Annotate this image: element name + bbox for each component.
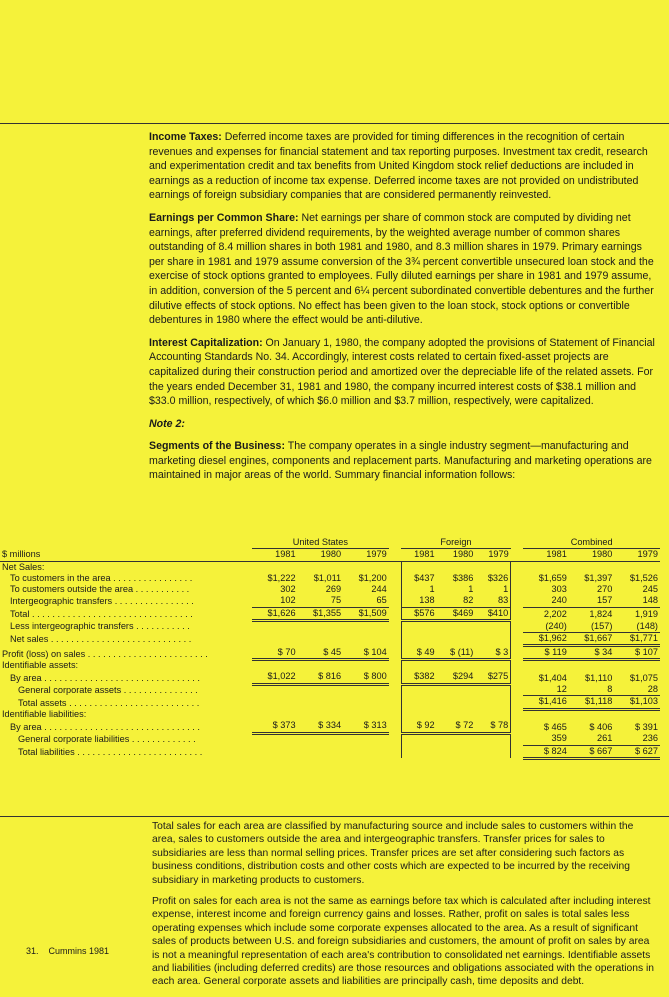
cell: $ 406 bbox=[589, 721, 613, 732]
table-row bbox=[0, 660, 660, 671]
cell: (240) bbox=[523, 621, 569, 633]
cell: $1,200 bbox=[358, 572, 387, 583]
cell: 1 bbox=[503, 584, 509, 595]
note-2-heading: Note 2: bbox=[149, 417, 185, 430]
interest-heading: Interest Capitalization: bbox=[149, 336, 263, 349]
interest-text: On January 1, 1980, the company adopted the provisions of Statement of Financial Accounting Standards No. 34. Accordingly, interest costs related to certain fixed-asset projects are capitalized during their construction period and amortized over the depreciable life of the related assets. For the years ended December 31, 1981 and 1980, the company incurred interest costs of $38.1 million and $33.0 million, respectively, of which $6.0 million and $3.7 million, respectively, were capitalized. bbox=[149, 336, 655, 408]
row-label: To customers outside the area . . . . . . . . . . . bbox=[10, 584, 190, 595]
cell: (157) bbox=[569, 621, 615, 633]
row-label: General corporate liabilities . . . . . . . . . . . . . bbox=[18, 733, 196, 744]
year: 1980 bbox=[298, 549, 344, 561]
page-footer: 31. Cummins 1981 bbox=[26, 946, 110, 956]
cell: 28 bbox=[614, 684, 660, 696]
transfer-paragraph: Total sales for each area are classified by manufacturing source and include sales to customers within the area, sales to customers outside the area and intergeographic transfers. Transfer prices for sales to subsidiaries are less than normal selling prices. Transfer prices are set after considering such factors as business conditions, distribution costs and other costs which are expected to be incurred by the receiving subsidiary in marketing products to customers. bbox=[152, 821, 634, 886]
cell: 8 bbox=[569, 684, 615, 696]
cell: 148 bbox=[614, 595, 660, 607]
cell: 12 bbox=[523, 684, 569, 696]
cell: $1,397 bbox=[584, 572, 613, 583]
cell: 83 bbox=[475, 595, 510, 607]
year: 1979 bbox=[475, 549, 510, 561]
year: 1980 bbox=[569, 549, 615, 561]
cell: $1,022 bbox=[252, 671, 298, 684]
table-row bbox=[0, 671, 660, 684]
cell: $ 49 bbox=[401, 646, 436, 660]
explanatory-text bbox=[152, 820, 657, 997]
cell: 236 bbox=[614, 733, 660, 745]
cell: $1,667 bbox=[569, 632, 615, 645]
row-label: To customers in the area . . . . . . . . . . . . . . . . bbox=[10, 572, 193, 583]
cell: 359 bbox=[523, 733, 569, 745]
cell: $ 72 bbox=[437, 720, 476, 733]
cell: 102 bbox=[252, 595, 298, 607]
cell: $ 824 bbox=[523, 745, 569, 758]
segment-table bbox=[0, 537, 660, 760]
cell: $410 bbox=[475, 607, 510, 620]
cell: $1,771 bbox=[614, 632, 660, 645]
cell: $ (11) bbox=[437, 646, 476, 660]
cell: 302 bbox=[280, 584, 296, 595]
cell: 269 bbox=[325, 584, 342, 595]
cell: 2,202 bbox=[543, 609, 567, 620]
cell: $1,222 bbox=[267, 572, 296, 583]
cell: $ 34 bbox=[569, 646, 615, 660]
cell: $ 800 bbox=[343, 671, 389, 684]
cell: $1,659 bbox=[538, 572, 567, 583]
table-row bbox=[0, 632, 660, 645]
cell: $1,075 bbox=[629, 672, 658, 683]
cell: $576 bbox=[401, 607, 436, 620]
row-label: Profit (loss) on sales . . . . . . . . . . . . . . . . . . . . . . . . bbox=[2, 648, 208, 659]
cell: $ 45 bbox=[298, 646, 344, 660]
cell: 65 bbox=[343, 595, 389, 607]
cell: $ 3 bbox=[475, 646, 510, 660]
group-combined: Combined bbox=[523, 537, 660, 549]
table-row bbox=[0, 720, 660, 733]
cell: $1,626 bbox=[252, 607, 298, 620]
table-row bbox=[0, 561, 660, 573]
cell: $1,118 bbox=[569, 696, 615, 709]
table-row bbox=[0, 709, 660, 720]
cell: $ 816 bbox=[298, 671, 344, 684]
cell: 270 bbox=[597, 584, 613, 595]
cell: $ 104 bbox=[343, 646, 389, 660]
cell: $ 391 bbox=[635, 721, 658, 732]
cell: $382 bbox=[401, 671, 436, 684]
year: 1981 bbox=[252, 549, 298, 561]
cell: $1,103 bbox=[614, 696, 660, 709]
row-label: Total assets . . . . . . . . . . . . . . . . . . . . . . . . . . bbox=[18, 697, 200, 708]
eps-paragraph bbox=[149, 211, 657, 328]
cell: $ 627 bbox=[614, 745, 660, 758]
row-label: Less intergeographic transfers . . . . . . . . . . . bbox=[10, 621, 190, 632]
mid-rule bbox=[0, 816, 669, 817]
row-label: Intergeographic transfers . . . . . . . . . . . . . . . . bbox=[10, 595, 194, 606]
cell: 303 bbox=[551, 584, 567, 595]
table-row bbox=[0, 733, 660, 745]
cell: $437 bbox=[401, 573, 436, 584]
cell: $1,416 bbox=[523, 696, 569, 709]
group-foreign: Foreign bbox=[401, 537, 511, 549]
table-row bbox=[0, 607, 660, 620]
income-taxes-text: Deferred income taxes are provided for timing differences in the recognition of certain revenues and expenses for financial statement and tax reporting purposes. Investment tax credit, research and experimentation credit and tax benefits from United Kingdom stock relief deductions are included in earnings as a reduction of income tax expense. Deferred income taxes are not provided on undistributed earnings of foreign subsidiary companies that are considered permanently reinvested. bbox=[149, 131, 648, 202]
cell: 1,919 bbox=[635, 609, 658, 620]
table-row bbox=[0, 595, 660, 607]
cell: 82 bbox=[437, 595, 476, 607]
cell: $ 107 bbox=[614, 646, 660, 660]
cell: 157 bbox=[569, 595, 615, 607]
cell: 244 bbox=[371, 584, 387, 595]
cell: $1,110 bbox=[584, 672, 613, 683]
table-row bbox=[0, 684, 660, 696]
cell: $ 373 bbox=[252, 720, 298, 733]
row-label: Net sales . . . . . . . . . . . . . . . . . . . . . . . . . . . . bbox=[10, 634, 192, 645]
notes-text bbox=[149, 130, 657, 491]
cell: $ 334 bbox=[298, 720, 344, 733]
table-row bbox=[0, 745, 660, 758]
cell: $1,962 bbox=[523, 632, 569, 645]
cell: 138 bbox=[401, 595, 436, 607]
year: 1980 bbox=[437, 549, 476, 561]
cell: $ 465 bbox=[543, 721, 567, 732]
group-united-states: United States bbox=[252, 537, 389, 549]
profit-paragraph: Profit on sales for each area is not the same as earnings before tax which is calculated after including interest expense, interest income and foreign currency gains and losses. Rather, profit on sales is total sales less operating expenses which include some corporate expenses allocated to the area. As a result of significant sales of products between U.S. and foreign subsidiaries and customers, the amount of profit on sales by area is not a meaningful representation of each area's contribution to consolidated net earnings. Identifiable assets and liabilities (including deferred credits) are those resources and obligations associated with the operations in each area. General corporate assets and liabilities are principally cash, time deposits and debt. bbox=[152, 896, 654, 988]
income-taxes-heading: Income Taxes: bbox=[149, 131, 222, 143]
eps-text: Net earnings per share of common stock are computed by dividing net earnings, after preferred dividend requirements, by the weighted average number of common shares outstanding of 8.4 million shares in both 1981 and 1980, and 8.3 million shares in 1979. Primary earnings per share in 1981 and 1979 assume conversion of the 3¾ percent convertible unsecured loan stock and the exercise of stock options granted to employees. Fully diluted earnings per share in 1981 and 1979 assume, in addition, conversion of the 5 percent and 6¼ percent subordinated convertible debentures and the further dilutive effects of stock options. No effect has been given to the loan stock, stock options or convertible debentures in 1980 where the effect would be anti-dilutive. bbox=[149, 211, 654, 327]
top-rule bbox=[0, 123, 669, 124]
table-year-header bbox=[0, 549, 660, 561]
cell: $469 bbox=[437, 607, 476, 620]
cell: $275 bbox=[475, 671, 510, 684]
cell: 245 bbox=[642, 584, 658, 595]
cell: $326 bbox=[487, 572, 509, 583]
interest-paragraph bbox=[149, 336, 657, 409]
cell: $ 78 bbox=[475, 720, 510, 733]
cell: $1,355 bbox=[298, 607, 344, 620]
cell: 75 bbox=[298, 595, 344, 607]
cell: $ 70 bbox=[252, 646, 298, 660]
cell: $ 92 bbox=[401, 720, 436, 733]
cell: 1,824 bbox=[589, 609, 613, 620]
cell: $ 667 bbox=[569, 745, 615, 758]
year: 1981 bbox=[523, 549, 569, 561]
row-label: By area . . . . . . . . . . . . . . . . . . . . . . . . . . . . . . . bbox=[10, 721, 200, 732]
net-sales-label: Net Sales: bbox=[2, 561, 45, 572]
table-row bbox=[0, 696, 660, 709]
row-label: General corporate assets . . . . . . . . . . . . . . . bbox=[18, 684, 198, 695]
row-label: Total . . . . . . . . . . . . . . . . . . . . . . . . . . . . . . . . bbox=[10, 609, 193, 620]
row-label: By area . . . . . . . . . . . . . . . . . . . . . . . . . . . . . . . bbox=[10, 672, 200, 683]
table-row bbox=[0, 621, 660, 633]
eps-heading: Earnings per Common Share: bbox=[149, 211, 299, 224]
row-label: Total liabilities . . . . . . . . . . . . . . . . . . . . . . . . . bbox=[18, 747, 203, 758]
table-row bbox=[0, 573, 660, 584]
identifiable-assets-label: Identifiable assets: bbox=[2, 659, 79, 670]
cell: $ 119 bbox=[523, 646, 569, 660]
cell: $1,509 bbox=[343, 607, 389, 620]
cell: $ 313 bbox=[343, 720, 389, 733]
table-group-header bbox=[0, 537, 660, 549]
year: 1981 bbox=[401, 549, 436, 561]
segments-heading: Segments of the Business: bbox=[149, 440, 285, 453]
segments-paragraph bbox=[149, 439, 657, 483]
cell: 261 bbox=[569, 733, 615, 745]
cell: 1 bbox=[468, 584, 474, 595]
income-taxes-paragraph bbox=[149, 130, 657, 203]
year: 1979 bbox=[614, 549, 660, 561]
unit-label: $ millions bbox=[0, 549, 252, 561]
cell: $1,526 bbox=[629, 572, 658, 583]
cell: 1 bbox=[401, 584, 436, 595]
cell: 240 bbox=[523, 595, 569, 607]
segments-text: The company operates in a single industry segment—manufacturing and marketing diesel engines, components and replacement parts. Manufacturing and marketing operations are maintained in major areas of the world. Summary financial information follows: bbox=[149, 440, 652, 482]
identifiable-liabilities-label: Identifiable liabilities: bbox=[2, 709, 87, 720]
cell: (148) bbox=[614, 621, 660, 633]
cell: $1,404 bbox=[538, 672, 567, 683]
cell: $1,011 bbox=[313, 572, 342, 583]
table-row bbox=[0, 646, 660, 660]
table-row bbox=[0, 584, 660, 595]
year: 1979 bbox=[343, 549, 389, 561]
cell: $294 bbox=[437, 671, 476, 684]
cell: $386 bbox=[452, 572, 474, 583]
